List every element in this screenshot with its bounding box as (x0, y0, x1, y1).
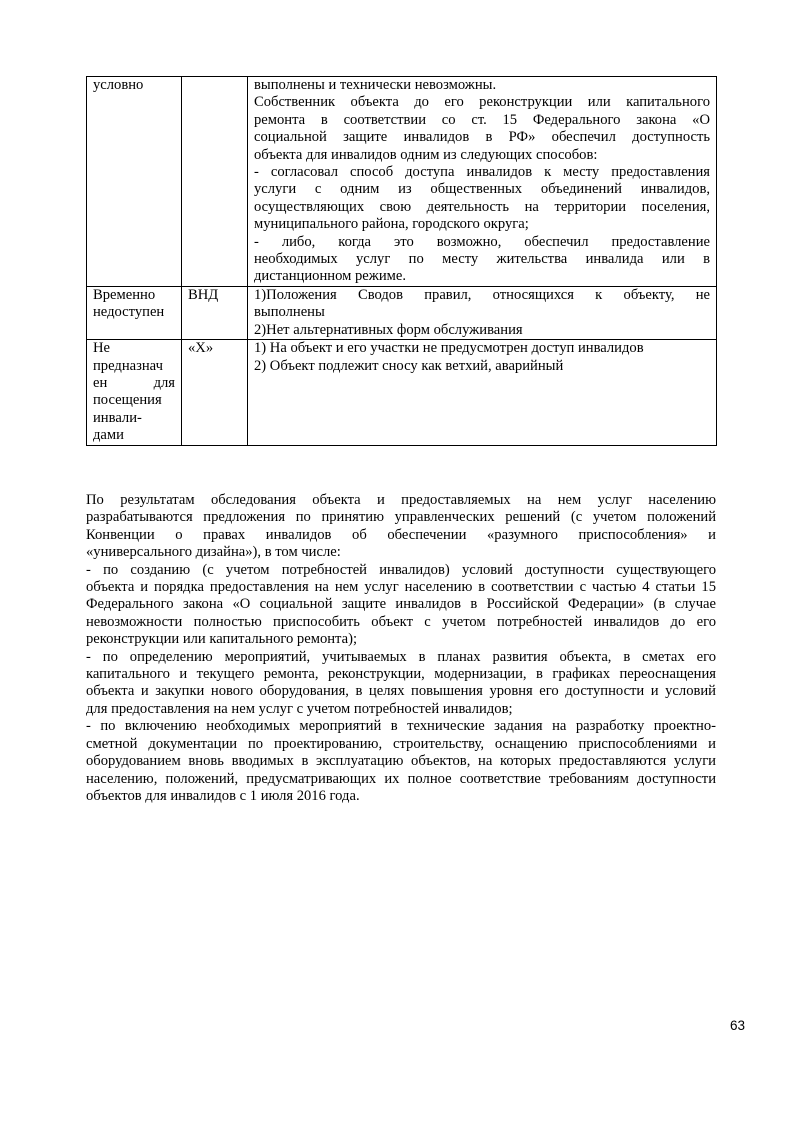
status-code: «Х» (188, 340, 214, 357)
description-line: дистанционном режиме. (254, 268, 407, 285)
description-line: 2)Нет альтернативных форм обслуживания (254, 321, 523, 338)
body-line: сметной документации по проектированию, строительству, оснащению приспособлениями и (86, 735, 716, 752)
body-line: реконструкции или капитального ремонта); (86, 631, 357, 648)
page-number: 63 (730, 1018, 746, 1033)
category-line: дами (93, 427, 124, 444)
description-line: осуществляющих свою деятельность на территории поселения, (254, 198, 710, 215)
body-line: Конвенции о правах инвалидов об обеспечении «разумного приспособления» и (86, 526, 716, 543)
status-code-cell (182, 77, 248, 287)
body-line: разрабатываются предложения по принятию управленческих решений (с учетом положений (86, 509, 716, 526)
category-line: предназнач (93, 357, 163, 374)
category-line: Не (93, 340, 111, 357)
description-line: 1)Положения Сводов правил, относящихся к объекту, не (254, 286, 710, 303)
body-line: объекта и порядка предоставления на нем услуг населению в соответствии с частью 4 статьи 15 (86, 579, 716, 596)
status-description-cell (248, 77, 717, 287)
description-line: 1) На объект и его участки не предусмотрен доступ инвалидов (254, 340, 644, 357)
body-line: - по включению необходимых мероприятий в технические задания на разработку проектно- (86, 718, 716, 735)
body-line: невозможности полностью приспособить объект с учетом потребностей инвалидов до его (86, 613, 716, 630)
description-line: услуги с одним из общественных объединений инвалидов, (254, 181, 710, 198)
table-row (87, 340, 717, 445)
category-line: условно (93, 77, 144, 93)
category-line: посещения (93, 392, 162, 409)
body-line: для предоставления на нем услуг с учетом потребностей инвалидов; (86, 700, 513, 717)
status-category-cell (87, 340, 182, 445)
description-line: ремонта в соответствии со ст. 15 Федерального закона «О (254, 111, 710, 128)
description-line: социальной защите инвалидов в РФ» обеспечил доступность (254, 129, 710, 146)
description-line: Собственник объекта до его реконструкции или капитального (254, 94, 710, 111)
table-row (87, 286, 717, 339)
category-line: инвали- (93, 409, 142, 426)
body-paragraphs (86, 492, 716, 805)
accessibility-status-table (86, 76, 717, 446)
description-line: муниципального района, городского округа; (254, 216, 529, 233)
table-row (87, 77, 717, 287)
category-line: ен для (93, 374, 175, 391)
description-line: 2) Объект подлежит сносу как ветхий, аварийный (254, 357, 564, 374)
status-description-cell (248, 286, 717, 339)
description-line: объекта для инвалидов одним из следующих способов: (254, 146, 598, 163)
body-line: объектов для инвалидов с 1 июля 2016 года. (86, 787, 360, 804)
body-line: - по созданию (с учетом потребностей инвалидов) условий доступности существующего (86, 561, 716, 578)
status-code-cell (182, 286, 248, 339)
description-line: - либо, когда это возможно, обеспечил предоставление (254, 233, 710, 250)
category-line: Временно (93, 286, 156, 303)
body-line: «универсального дизайна»), в том числе: (86, 544, 341, 561)
description-line: необходимых услуг по месту жительства инвалида или в (254, 251, 710, 268)
body-line: Федерального закона «О социальной защите инвалидов в Российской Федерации» (в случае (86, 596, 716, 613)
body-line: населению, положений, предусматривающих их полное соответствие требованиям доступности (86, 770, 716, 787)
body-line: объекта и закупки нового оборудования, в целях повышения уровня его доступности и условий (86, 683, 716, 700)
status-code-cell (182, 340, 248, 445)
category-line: недоступен (93, 304, 165, 321)
status-description-cell (248, 340, 717, 445)
status-category-cell (87, 77, 182, 287)
body-line: капитального и текущего ремонта, реконструкции, модернизации, в графиках переоснащения (86, 666, 716, 683)
body-line: - по определению мероприятий, учитываемых в планах развития объекта, в сметах его (86, 648, 716, 665)
description-line: выполнены (254, 304, 325, 321)
status-code: ВНД (188, 286, 219, 303)
body-line: По результатам обследования объекта и предоставляемых на нем услуг населению (86, 492, 716, 508)
description-line: выполнены и технически невозможны. (254, 77, 497, 93)
body-line: оборудованием вновь вводимых в эксплуатацию объектов, на которых предоставляются услуги (86, 753, 716, 770)
description-line: - согласовал способ доступа инвалидов к месту предоставления (254, 164, 710, 181)
status-category-cell (87, 286, 182, 339)
